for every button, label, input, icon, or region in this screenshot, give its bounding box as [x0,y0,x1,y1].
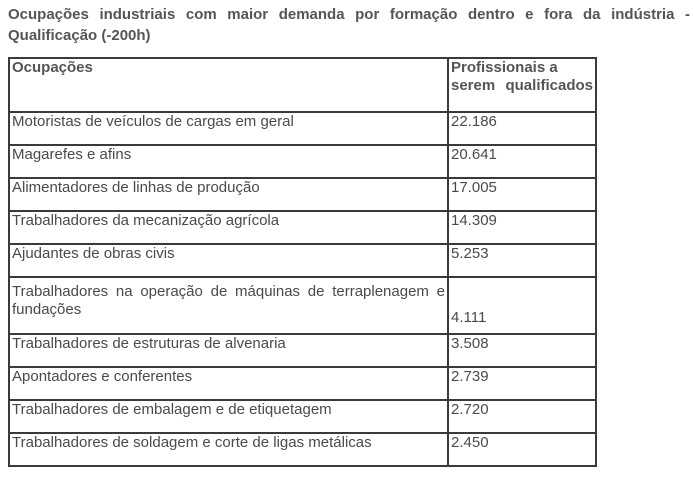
occupation-cell: Magarefes e afins [9,145,448,178]
occupation-cell: Ajudantes de obras civis [9,244,448,277]
value-cell: 17.005 [448,178,596,211]
column-header-professionals: Profissionais a serem qualificados [448,58,596,112]
table-row [9,400,596,433]
value-cell: 14.309 [448,211,596,244]
table-row [9,244,596,277]
table-row [9,145,596,178]
value-cell: 2.720 [448,400,596,433]
table-row [9,334,596,367]
table-row [9,211,596,244]
table-row [9,112,596,145]
table-row [9,178,596,211]
value-cell: 3.508 [448,334,596,367]
occupation-cell: Trabalhadores na operação de máquinas de terraplenagem e fundações [9,277,448,334]
table-header-row [9,58,596,112]
value-cell: 2.450 [448,433,596,466]
page-title: Ocupações industriais com maior demanda por formação dentro e fora da indústria - Qualificação (-200h) [8,6,690,44]
occupation-cell: Trabalhadores de soldagem e corte de ligas metálicas [9,433,448,466]
occupations-table [8,57,597,467]
table-row [9,367,596,400]
occupation-cell: Apontadores e conferentes [9,367,448,400]
occupation-cell: Alimentadores de linhas de produção [9,178,448,211]
table-row [9,277,596,334]
value-cell: 5.253 [448,244,596,277]
value-cell: 20.641 [448,145,596,178]
occupation-cell: Trabalhadores da mecanização agrícola [9,211,448,244]
value-cell: 22.186 [448,112,596,145]
column-header-occupations: Ocupações [9,58,448,112]
occupation-cell: Trabalhadores de estruturas de alvenaria [9,334,448,367]
value-cell: 4.111 [448,277,596,334]
occupation-cell: Motoristas de veículos de cargas em geral [9,112,448,145]
occupation-cell: Trabalhadores de embalagem e de etiquetagem [9,400,448,433]
table-row [9,433,596,466]
value-cell: 2.739 [448,367,596,400]
